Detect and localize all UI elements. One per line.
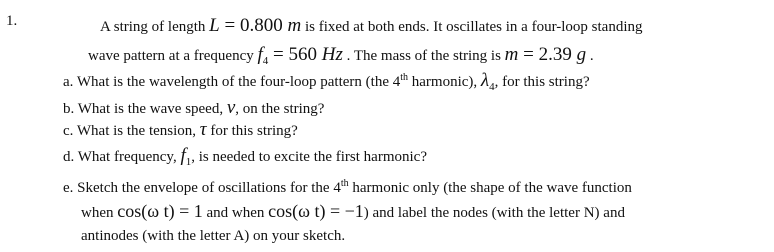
length-value: = 0.800 [219,15,288,36]
part-c [63,119,298,141]
stem-line-1 [100,12,760,41]
stem-text: is fixed at both ends. It oscillates in a four-loop standing [301,19,643,35]
part-e-line-1 [63,172,632,200]
part-e-line-3 [63,225,632,248]
part-c-text: for this string? [206,123,298,139]
part-e-text: ) and label the nodes (with the letter N) and [363,205,625,221]
speed-symbol: v [226,97,236,118]
part-d-text: d. What frequency, [63,149,181,165]
frequency-symbol: f [180,145,186,166]
part-e-text: e. Sketch the envelope of oscillations for the 4 [63,180,341,196]
part-a-text: harmonic), [408,74,481,90]
frequency-subscript: 4 [262,55,269,67]
part-a-text: a. What is the wavelength of the four-loop pattern (the 4 [63,74,401,90]
part-c-text: c. What is the tension, [63,123,200,139]
part-e-text: antinodes (with the letter A) on your sketch. [81,228,346,244]
part-b [63,97,324,119]
part-d-text: , is needed to excite the first harmonic? [191,149,427,165]
part-e-line-2 [63,200,632,225]
mass-unit: g [576,44,587,65]
mass-symbol: m [504,44,519,65]
stem-text: . The mass of the string is [342,48,505,64]
superscript: th [400,72,409,83]
mass-value: = 2.39 [518,44,577,65]
part-e-text: harmonic only (the shape of the wave function [348,180,632,196]
part-b-text: , on the string? [235,101,325,117]
problem-stem [88,12,760,75]
stem-text: A string of length [100,19,210,35]
part-a-text: , for this string? [494,74,590,90]
tension-symbol: τ [199,119,207,140]
frequency-symbol: f [257,44,263,65]
superscript: th [340,178,349,189]
part-d [63,145,427,168]
part-e [63,172,632,248]
length-unit: m [287,15,302,36]
part-b-text: b. What is the wave speed, [63,101,227,117]
problem-number: 1. [6,13,18,29]
stem-text: wave pattern at a frequency [88,48,258,64]
cos-equals-one: cos(ω t) = 1 [117,201,203,221]
part-e-text: when [81,205,118,221]
cos-equals-minus-one: cos(ω t) = −1 [268,201,364,221]
wavelength-symbol: λ [480,70,490,91]
length-symbol: L [209,15,220,36]
part-a [63,70,590,93]
wavelength-subscript: 4 [489,81,495,93]
frequency-subscript: 1 [185,156,192,168]
part-e-text: and when [202,205,269,221]
stem-text: . [586,48,594,64]
frequency-value: = 560 [268,44,322,65]
frequency-unit: Hz [321,44,343,65]
